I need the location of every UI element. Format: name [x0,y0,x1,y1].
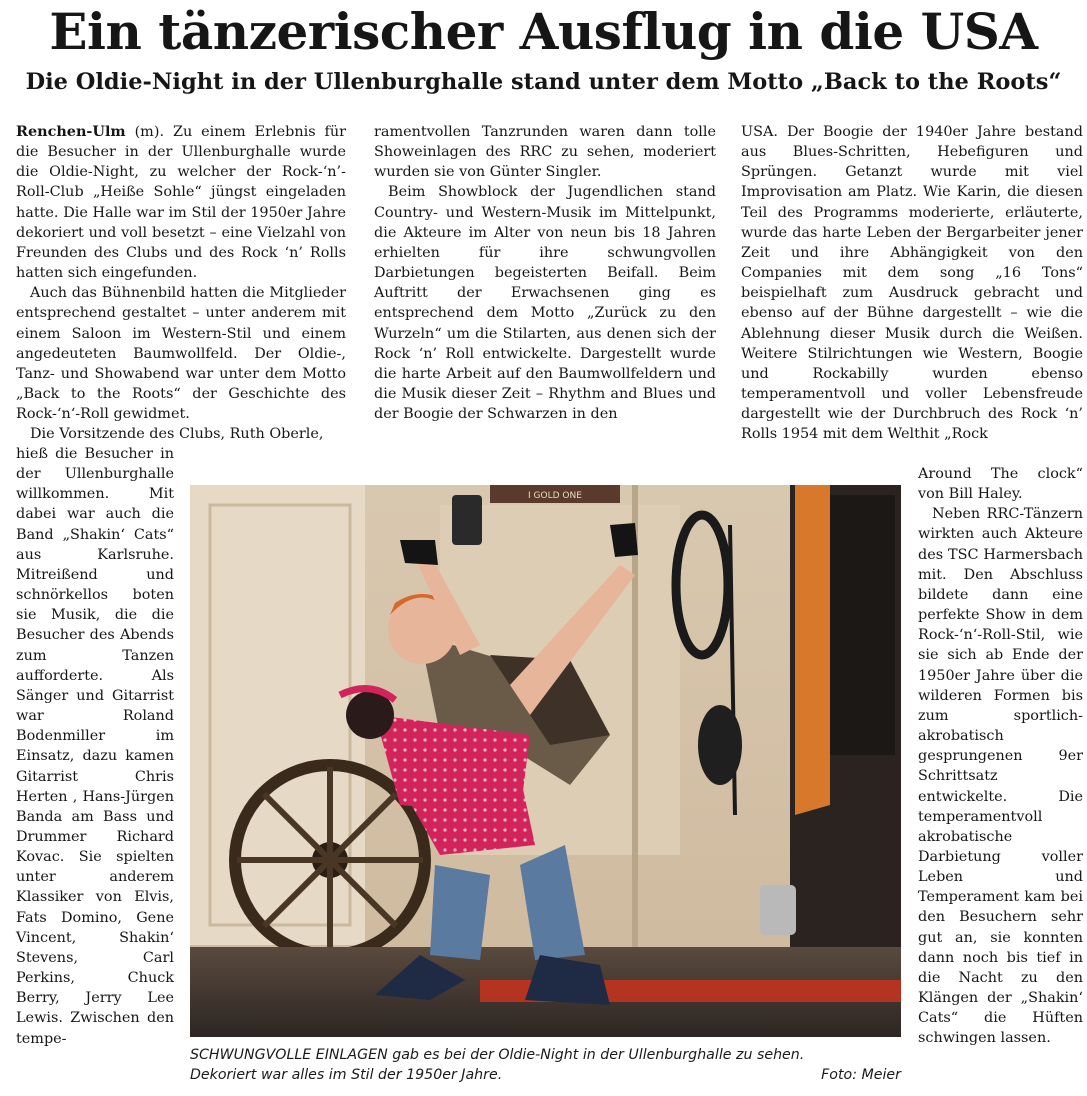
paragraph: Beim Showblock der Jugendlichen stand Country- und Western-Musik im Mittelpunkt, die Akteure im Alter von neun bis 18 Jahren erhielten für ihre schwungvollen Darbietungen begeisterten Beifall. Beim Auftritt der Erwachsenen ging es entsprechend dem Motto „Zurück zu den Wurzeln“ um die Stilarten, aus denen sich der Rock ‘n’ Roll entwickelte. Dargestellt wurde die harte Arbeit auf den Baumwollfeldern und die Musik dieser Zeit – Rhythm and Blues und der Boogie der Schwarzen in den [374,184,716,423]
paragraph: USA. Der Boogie der 1940er Jahre bestand aus Blues-Schritten, Hebefiguren und Sprüngen. Getanzt wurde mit viel Improvisation am Platz. Wie Karin, die diesen Teil des Programms moderierte, erläuterte, wurde das harte Leben der Bergarbeiter jener Zeit und ihre Abhängigkeit von den Companies mit dem song „16 Tons“ beispielhaft zum Ausdruck gebracht und ebenso auf der Bühne dargestellt – wie die Ablehnung dieser Musik durch die Weißen. Weitere Stilrichtungen wie Western, Boogie und Rockabilly wurden ebenso temperamentvoll und voller Lebensfreude dargestellt wie der Durchbruch des Rock ‘n’ Rolls 1954 mit dem Welthit „Rock [741,124,1083,443]
paragraph: hieß die Besucher in der Ullenburghalle willkommen. Mit dabei war auch die Band „Shakin‘ Cats“ aus Karlsruhe. Mitreißend und schnörkellos boten sie Musik, die die Besucher des Abends zum Tanzen aufforderte. Als Sänger und Gitarrist war Roland Bodenmiller im Einsatz, dazu kamen Gitarrist Chris Herten , Hans-Jürgen Banda am Bass und Drummer Richard Kovac. Sie spielten unter anderem Klassiker von Elvis, Fats Domino, Gene Vincent, Shakin‘ Stevens, Carl Perkins, Chuck Berry, Jerry Lee Lewis. Zwischen den tempe- [16,446,174,1047]
paragraph: Die Vorsitzende des Clubs, Ruth Oberle, [30,426,324,443]
headline: Ein tänzerischer Ausflug in die USA [49,2,1038,61]
caption-line-2-row [190,1065,901,1085]
article-column-1-narrow [16,444,174,1049]
caption-line-1: SCHWUNGVOLLE EINLAGEN gab es bei der Oldie-Night in der Ullenburghalle zu sehen. [190,1047,805,1063]
paragraph [16,122,346,283]
article-column-1 [16,122,346,445]
dateline: Renchen-Ulm [16,123,126,140]
paragraph: Auch das Bühnenbild hatten die Mitglieder entsprechend gestaltet – unter anderem mit einem Saloon im Western-Stil und einem angedeuteten Baumwollfeld. Der Oldie-, Tanz- und Showabend war unter dem Motto „Back to the Roots“ der Geschichte des Rock-‘n‘-Roll gewidmet. [16,285,346,423]
photo-caption [190,1045,901,1085]
paragraph: ramentvollen Tanzrunden waren dann tolle Showeinlagen des RRC zu sehen, moderiert wurden sie von Günter Singler. [374,124,716,181]
stage-spotlight [760,885,796,935]
caption-line-2: Dekoriert war alles im Stil der 1950er Jahre. [190,1067,503,1083]
article-column-3 [741,122,1083,445]
article-column-2 [374,122,716,424]
subheadline: Die Oldie-Night in der Ullenburghalle stand unter dem Motto „Back to the Roots“ [25,69,1062,95]
dance-photo [190,485,901,1037]
lantern [452,495,482,545]
dance-photo-illustration [190,485,901,1037]
article-column-3-narrow [918,464,1083,1049]
sign-text: I GOLD ONE [528,491,582,501]
paragraph: Neben RRC-Tänzern wirkten auch Akteure des TSC Harmersbach mit. Den Abschluss bildete dann eine perfekte Show in dem Rock-‘n‘-Roll-Stil, wie sie sich ab Ende der 1950er Jahre über die wilderen Formen bis zum sportlich-akrobatisch gesprungenen 9er Schrittsatz entwickelte. Die temperamentvoll akrobatische Darbietung voller Leben und Temperament kam bei den Besuchern sehr gut an, sie konnten dann noch bis tief in die Nacht zu den Klängen der „Shakin‘ Cats“ die Hüften schwingen lassen. [918,506,1083,1047]
wagon-wheel [235,765,425,955]
paragraph: Around The clock“ von Bill Haley. [918,466,1083,503]
paragraph-text: (m). Zu einem Erlebnis für die Besucher in der Ullenburghalle wurde die Oldie-Night, zu welcher der Rock-‘n’-Roll-Club „Heiße Sohle“ jüngst eingeladen hatte. Die Halle war im Stil der 1950er Jahre dekoriert und voll besetzt – eine Vielzahl von Freunden des Clubs und des Rock ‘n’ Rolls hatten sich eingefunden. [16,124,346,282]
photo-credit: Foto: Meier [821,1067,901,1083]
